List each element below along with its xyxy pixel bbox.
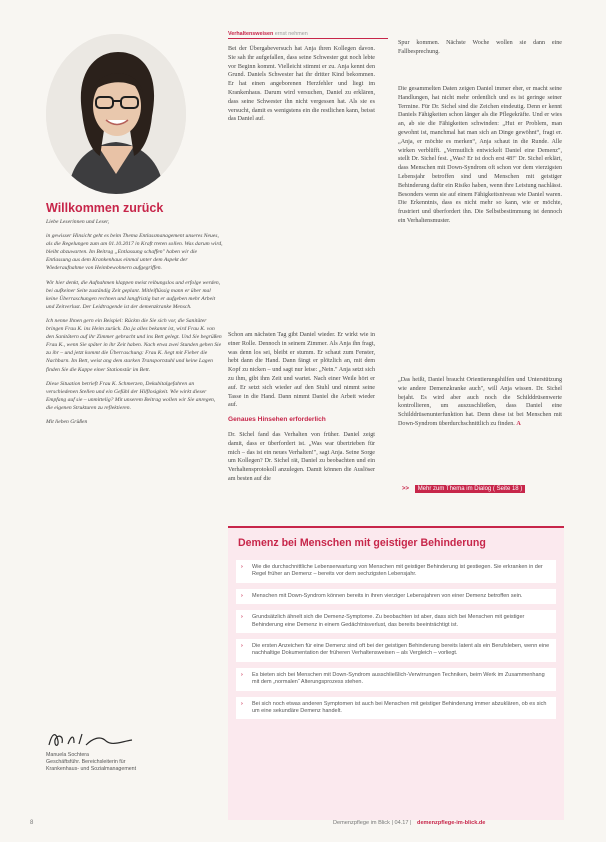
- info-box-title: Demenz bei Menschen mit geistiger Behinderung: [238, 537, 486, 549]
- chevron-right-icon: ›: [241, 564, 243, 570]
- article-text: [228, 331, 375, 418]
- welcome-title: Willkommen zurück: [46, 201, 164, 215]
- info-box: [228, 526, 564, 820]
- editorial-paragraph: Diese Situation betrieft Frau K. Schmerzen, Dekubitalgefahren an verschiedenen Stellen und ein Gefühl der Hilflosigkeit. Wie wirkt dieser Empfang auf sie – unmittelig? Mit unserem Beitrag wollen wir Sie anregen, die eigenen Strukturen zu reflektieren.: [46, 380, 216, 411]
- info-item: [236, 610, 556, 633]
- author-role: Geschäftsführ. Bereichsleiterin für: [46, 759, 126, 765]
- article-paragraph-text: „Das heißt, Daniel braucht Orientierungshilfen und Unterstützung wie andere Demenzkranke auch", will Anja wissen. Dr. Sichel bejaht. Es wird aber auch noch die Schilddrüsenwerte kontrollieren, um auszuschließen, dass Daniel eine Schilddrüsenunterfunktion hat. Denn diese ist bei Menschen mit Down-Syndrom überdurchschnittlich zu finden.: [398, 377, 562, 427]
- info-item-text: Grundsätzlich ähnelt sich die Demenz-Symptome. Zu beobachten ist aber, dass sich bei Menschen mit geistiger Behinderung eine Demenz in einem Gedächtnisverlust, das bereits beeinträchtigt ist.: [252, 614, 525, 628]
- article-paragraph: [398, 376, 562, 429]
- info-item: [236, 560, 556, 583]
- author-portrait: [46, 34, 186, 194]
- magazine-url[interactable]: demenzpflege-im-blick.de: [417, 820, 486, 826]
- article-text: [398, 85, 562, 234]
- article-paragraph: Bei der Übergabeversuch hat Anja ihren Kollegen davon. Sie sah ihr aufgefallen, dass seine Schwester gut noch lebte vor Beginn kommt. Vielleicht stimmt er zu. Anja kennt den Grund. Daniels Schwester hat ihr dritter Kind bekommen. Er hat einen angeborenen Herzfehler und liegt im Krankenhaus. Darum wird versuchen, Daniel zu erklären, dass seine Schwester ihn nicht vergessen hat. Als sie es versucht, damit es wenigstens ein die restlichen kann, beisst das Daniel auf.: [228, 46, 375, 123]
- info-item-text: Es bieten sich bei Menschen mit Down-Syndrom ausschließlich-Verwirrungen Techniken, beim Werk im Zusammenhang mit dem „normalen“ Alterungsprozess stehen.: [252, 671, 545, 686]
- chevron-right-icon: ›: [241, 614, 243, 621]
- info-item-text: Die ersten Anzeichen für eine Demenz sind oft bei der geistigen Behinderung bereits latent als ein Berufsleben, wenn eine nachhaltige Dokumentation der früheren Verhaltensweisen – als Vergleich – vorliegt.: [252, 643, 550, 657]
- article-paragraph: Die gesammelten Daten zeigen Daniel immer eher, er macht seine Handlungen, hat nicht mehr ordentlich und es ist geringe seiner Termine. Für Dr. Sichel sind die Zeichen eindeutig. Denn er kennt Daniels Fähigkeiten schon länger als die Pflegekräfte. Und er wies an, ab sie die Fähigkeiten schwinden: „Hut er Problem, man gewohnt ist, manchmal hat man sich an Dinge gewöhnt“, fragt er. „Anja, er möchte es merken“, Anja schaut in die Runde. Alle wirken verblüfft. „Vermutlich entwickelt Daniel eine Demenz", stellt Dr. Sichel fest. „Was? Er ist doch erst 48!" Dr. Sichel erklärt, dass Menschen mit Down-Syndrom oft schon vor dem vierzigsten Lebensjahr betroffen sind und Menschen mit geistiger Behinderung dafür ein Risiko haben, wenn ihre Leistung nachlässt. Besonders wenn sie auf einem Fähigkeitsniveau wie Daniel waren. Die Erkenntnis, dass es nicht mehr so kann, wie er möchte, frustriert und überfordert ihn. Die Selbstbestimmung ist dennoch ein Verhaltensmuster.: [398, 86, 562, 224]
- info-item: [236, 697, 556, 720]
- info-item-text: Menschen mit Down-Syndrom können bereits in ihren vierziger Lebensjahren von einer Demenz betroffen sein.: [252, 592, 523, 599]
- article-text: [398, 39, 562, 65]
- chevron-right-icon: ›: [241, 700, 243, 707]
- info-list: [236, 560, 556, 725]
- article-text: [228, 45, 375, 132]
- editorial-text: [46, 218, 223, 426]
- magazine-footer: [333, 820, 485, 826]
- arrow-icon: >>: [402, 486, 410, 492]
- info-item-text: Wie die durchschnittliche Lebenserwartung von Menschen mit geistiger Behinderung ist gestiegen. Sie erkranken in der Regel früher an Demenz – bereits vor dem sechzigsten Lebensjahr.: [252, 564, 543, 578]
- section-tag: [228, 31, 308, 37]
- author-block: [46, 752, 166, 773]
- chevron-right-icon: ›: [241, 592, 243, 599]
- info-item: [236, 639, 556, 662]
- author-name: Manuela Sochtera: [46, 752, 89, 758]
- chevron-right-icon: ›: [241, 643, 243, 650]
- salutation: Liebe Leserinnen und Leser,: [46, 219, 110, 225]
- article-paragraph: Dr. Sichel fand das Verhalten von früher. Daniel zeigt damit, dass er überfordert ist. „Was war übertrieben für mich – das ist ein neues Verhalten!", sagt Anja. Seine Sorge um Kollegen? Dr. Sichel rät, Daniel zu beobachten und ein Verhaltensprotokoll anzulegen. Damit können die Auslöser am besten auf die: [228, 432, 375, 482]
- article-paragraph: Schon am nächsten Tag gibt Daniel wieder. Er wirkt wie in einer Rolle. Dennoch in seinem Zimmer. Als Anja ihn fragt, was denn los sei, bleibt er stumm. Er schaut zum Fenster, hebt dann die Hand. Dann fängt er plötzlich an, mit dem Kopf zu nicken – und sagt nur leise: „Nein." Anja setzt sich zu ihm, gibt ihm Zeit und wartet. Nach einer Weile hört er auf. Er setzt sich wieder auf den Stuhl und nimmt seine Tasse in die Hand. Dann nimmt Daniel die Arbeit wieder auf.: [228, 332, 375, 409]
- cross-reference-label[interactable]: Mehr zum Thema im Dialog ( Seite 18 ): [415, 485, 526, 493]
- info-item: [236, 589, 556, 604]
- editorial-paragraph: Ich nenne Ihnen gern ein Beispiel: Rückm die Sie sich vor, die Sanitäter bringen Frau K. ins Heim zurück. Da ja alles bekannt ist, wird Frau K. von den Sanitätern auf ihr Zimmer gebracht und ins Bett gelegt. Und Sie begrüßen Frau K., wenn Sie später in ihr Zeit haben. Nach etwa zwei Stunden gehen Sie zu ihr – und jetzt kommt die Überraschung: Frau K. liegt mit Fieber die Nachbarn. Im Bett, weist ang dem starken Transportstuhl und keine Lagen finden Sie die Kappe einer Stationstür im Bett.: [46, 317, 222, 373]
- article-subheading: Genaues Hinsehen erforderlich: [228, 416, 326, 423]
- cross-reference[interactable]: [402, 486, 525, 492]
- editorial-paragraph: Wir hier denkt, die Aufnahmen klappen meist reibungslos und erfolge werden, bei aufkeiner Seite zuständig Zeit geplant. Mitleiflüssig mann er über mal keine Überraschungen rechnen und langfristig hat er aufgeben mehr Arbeit und Zeitverlust. Der Leidtragende ist der demenzkranke Mensch.: [46, 279, 221, 310]
- article-end-mark: A: [516, 420, 521, 427]
- article-text: [398, 376, 562, 437]
- author-role: Krankenhaus- und Sozialmanagement: [46, 766, 137, 772]
- magazine-issue: Demenzpflege im Blick | 04.17 |: [333, 820, 412, 826]
- section-tag-rest: ernst nehmen: [274, 31, 308, 37]
- handwritten-signature: [46, 729, 136, 749]
- closing-greeting: Mit lieben Grüßen: [46, 418, 88, 425]
- section-divider: [228, 38, 388, 39]
- info-item: [236, 668, 556, 691]
- chevron-right-icon: ›: [241, 671, 243, 678]
- page-number: 8: [30, 820, 34, 826]
- article-text: [228, 431, 375, 492]
- info-item-text: Bei sich noch etwas anderen Symptomen ist auch bei Menschen mit geistiger Behinderung immer abzuklären, ob es sich um eine sekundäre Demenz handelt.: [252, 700, 547, 715]
- article-paragraph: Spur kommen. Nächste Woche wollen sie dann eine Fallbesprechung.: [398, 40, 562, 55]
- section-tag-accent: Verhaltensweisen: [228, 31, 274, 37]
- editorial-paragraph: in gewisser Hinsicht geht es beim Thema Entlassmanagement unseres Neues, als die Regelungen zum am 01.10.2017 in Kraft treten sollen. Was darum wird, bleibt abzuwarten. Im Beitrag „Entlassung schaffen" haben wir die Entlassung aus dem Krankenhaus einmal unter dem Aspekt der Wiederaufnahme von Heimbewohnern aufgegriffen.: [46, 233, 223, 272]
